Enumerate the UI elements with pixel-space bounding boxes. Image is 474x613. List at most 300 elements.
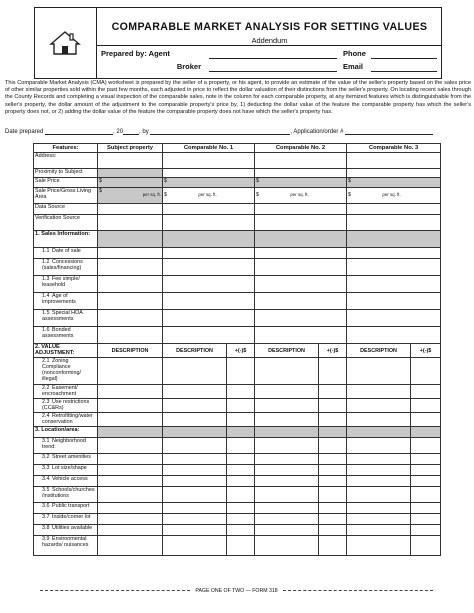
house-icon xyxy=(49,30,81,56)
adjustment-cell[interactable] xyxy=(227,525,255,536)
adjustment-cell[interactable] xyxy=(255,454,319,465)
adjustment-cell[interactable] xyxy=(411,514,441,525)
subject-sale-price[interactable] xyxy=(98,178,163,188)
adjustment-cell[interactable] xyxy=(163,465,227,476)
row-address xyxy=(34,153,441,169)
comp1-value[interactable] xyxy=(163,248,255,259)
intro-text: This Comparable Market Analysis (CMA) worksheet is prepared by the seller of a property, or his agent, to provide an estimate of the value of the seller's property based on the sales price of other similar properties sold within the past few months, each adjusted in price to reflect the dollar valuation of their distinctions from the seller's property. On locating recent sales through the County Records and completing a visual inspection of the comparable sales, note in the column for each comparable property, at any itemized features which is distinguishable from the seller's property, the dollar amount of the adjustment to the comparable property's price by, 1) deducting the dollar value of the feature the comparable property has which the seller's property does not, or 2) adding the dollar value of the feature the comparable property does not have which the seller's property has. xyxy=(5,80,471,115)
adjustment-cell[interactable] xyxy=(255,514,319,525)
section3-item-row xyxy=(34,503,441,514)
item-number: 1.1 xyxy=(42,248,50,254)
item-label: Fee simple/ leasehold xyxy=(42,276,80,288)
dollar-sign: $ xyxy=(164,178,167,184)
comp2-value[interactable] xyxy=(255,293,347,310)
adjustment-cell[interactable] xyxy=(98,514,163,525)
adjustment-cell[interactable] xyxy=(227,503,255,514)
label-address-text: Address: xyxy=(35,153,57,159)
adjustment-cell[interactable] xyxy=(347,465,411,476)
adjustment-cell[interactable] xyxy=(255,399,319,413)
adjustment-cell[interactable] xyxy=(319,465,347,476)
label-verification-source-text: Verification Source xyxy=(35,215,80,221)
section2-item-row xyxy=(34,358,441,385)
dollar-sign: $ xyxy=(256,192,259,198)
section3-title xyxy=(34,427,98,438)
adjustment-cell[interactable] xyxy=(227,413,255,427)
comp2-shaded xyxy=(255,231,347,248)
application-field[interactable] xyxy=(345,128,433,135)
section2-col-header xyxy=(319,344,347,358)
comp1-verification-source[interactable] xyxy=(163,215,255,231)
adjustment-cell[interactable] xyxy=(411,399,441,413)
adjustment-cell[interactable] xyxy=(411,438,441,454)
adjustment-cell[interactable] xyxy=(319,536,347,556)
section1-item-label xyxy=(34,259,98,276)
comp-shaded xyxy=(347,427,411,438)
section2-col-header-text: DESCRIPTION xyxy=(176,347,213,354)
label-price-per-area-text: Sale Price/Gross Living Area xyxy=(35,188,92,200)
item-label: Schools/churches /institutions xyxy=(42,487,95,499)
row-data-source xyxy=(34,204,441,215)
comp3-data-source[interactable] xyxy=(347,204,441,215)
item-label: Zoning Compliance (nonconforming/ illegal) xyxy=(42,358,81,382)
adjustment-cell[interactable] xyxy=(347,503,411,514)
item-label: Vehicle access xyxy=(52,476,88,482)
item-number: 1.4 xyxy=(42,293,50,299)
adjustment-cell[interactable] xyxy=(411,358,441,385)
comp3-sale-price[interactable] xyxy=(347,178,441,188)
adjustment-cell[interactable] xyxy=(98,454,163,465)
subject-address[interactable] xyxy=(98,153,163,169)
adjustment-cell[interactable] xyxy=(98,438,163,454)
item-number: 3.2 xyxy=(42,454,50,460)
comp3-value[interactable] xyxy=(347,293,441,310)
section2-header-row xyxy=(34,344,441,358)
form-subtitle: Addendum xyxy=(251,36,288,45)
adjustment-cell[interactable] xyxy=(347,385,411,399)
comp2-verification-source[interactable] xyxy=(255,215,347,231)
adjustment-cell[interactable] xyxy=(227,438,255,454)
by-label: , by xyxy=(139,129,149,135)
adjustment-cell[interactable] xyxy=(163,487,227,503)
phone-field[interactable] xyxy=(371,49,437,59)
section3-item-row xyxy=(34,525,441,536)
comp2-value[interactable] xyxy=(255,259,347,276)
adjustment-cell[interactable] xyxy=(98,503,163,514)
item-label: Easement/ encroachment xyxy=(42,385,78,397)
page-footer xyxy=(33,588,440,594)
comp1-value[interactable] xyxy=(163,276,255,293)
subject-value[interactable] xyxy=(98,327,163,344)
section1-item-row xyxy=(34,248,441,259)
header-comp2-text: Comparable No. 2 xyxy=(275,145,326,151)
broker-row xyxy=(97,62,442,75)
row-proximity xyxy=(34,169,441,178)
adjustment-cell[interactable] xyxy=(347,476,411,487)
adjustment-cell[interactable] xyxy=(319,358,347,385)
item-number: 1.5 xyxy=(42,310,50,316)
adjustment-cell[interactable] xyxy=(319,525,347,536)
adjustment-cell[interactable] xyxy=(163,476,227,487)
adjustment-cell[interactable] xyxy=(319,487,347,503)
item-label: Age of improvements xyxy=(42,293,76,305)
prepared-by-field[interactable] xyxy=(150,128,290,135)
section3-item-label xyxy=(34,476,98,487)
item-number: 1.3 xyxy=(42,276,50,282)
section3-title-row xyxy=(34,427,441,438)
comp3-value[interactable] xyxy=(347,259,441,276)
adjustment-cell[interactable] xyxy=(411,385,441,399)
comp3-proximity[interactable] xyxy=(347,169,441,178)
section3-item-label xyxy=(34,454,98,465)
comp1-proximity[interactable] xyxy=(163,169,255,178)
subject-data-source[interactable] xyxy=(98,204,163,215)
adjustment-cell[interactable] xyxy=(255,358,319,385)
adjustment-cell[interactable] xyxy=(98,385,163,399)
section2-item-row xyxy=(34,399,441,413)
adjustment-cell[interactable] xyxy=(411,476,441,487)
adjustment-cell[interactable] xyxy=(319,454,347,465)
section1-item-label xyxy=(34,276,98,293)
label-address xyxy=(34,153,98,169)
comp1-value[interactable] xyxy=(163,310,255,327)
header-comp1 xyxy=(163,144,255,153)
comp3-address[interactable] xyxy=(347,153,441,169)
section1-title xyxy=(34,231,98,248)
adjustment-cell[interactable] xyxy=(255,438,319,454)
comp-shaded xyxy=(255,427,319,438)
comp3-value[interactable] xyxy=(347,248,441,259)
comp3-value[interactable] xyxy=(347,310,441,327)
adjustment-cell[interactable] xyxy=(347,525,411,536)
label-proximity-text: Proximity to Subject xyxy=(35,169,83,175)
item-number: 3.1 xyxy=(42,438,50,444)
section2-col-header xyxy=(227,344,255,358)
comp3-value[interactable] xyxy=(347,327,441,344)
adjustment-cell[interactable] xyxy=(98,476,163,487)
item-label: Concessions (sales/financing) xyxy=(42,259,83,271)
comp2-sale-price[interactable] xyxy=(255,178,347,188)
section2-col-header xyxy=(411,344,441,358)
item-number: 1.6 xyxy=(42,327,50,333)
item-label: Street amenities xyxy=(52,454,91,460)
item-label: Special HOA assessments xyxy=(42,310,83,322)
comp2-value[interactable] xyxy=(255,327,347,344)
per-sqft-label: per sq. ft. xyxy=(142,192,161,197)
section2-item-label xyxy=(34,385,98,399)
title-bar xyxy=(97,8,442,46)
comp3-price-per-area[interactable] xyxy=(347,188,441,204)
adjustment-cell[interactable] xyxy=(227,514,255,525)
section2-title xyxy=(34,344,98,358)
logo-box xyxy=(35,8,97,78)
section1-item-label xyxy=(34,310,98,327)
section3-item-row xyxy=(34,487,441,503)
section1-item-label xyxy=(34,327,98,344)
form-title: COMPARABLE MARKET ANALYSIS FOR SETTING VALUES xyxy=(111,21,428,33)
adjustment-cell[interactable] xyxy=(98,358,163,385)
comp1-address[interactable] xyxy=(163,153,255,169)
comp-shaded xyxy=(319,427,347,438)
dollar-sign: $ xyxy=(164,192,167,198)
section1-item-label xyxy=(34,293,98,310)
adjustment-cell[interactable] xyxy=(255,487,319,503)
row-verification-source xyxy=(34,215,441,231)
item-number: 2.1 xyxy=(42,358,50,364)
comp1-value[interactable] xyxy=(163,259,255,276)
adjustment-cell[interactable] xyxy=(319,399,347,413)
item-number: 2.4 xyxy=(42,413,50,419)
adjustment-cell[interactable] xyxy=(319,503,347,514)
comp1-data-source[interactable] xyxy=(163,204,255,215)
item-number: 3.9 xyxy=(42,536,50,542)
adjustment-cell[interactable] xyxy=(411,413,441,427)
adjustment-cell[interactable] xyxy=(411,536,441,556)
dollar-sign: $ xyxy=(348,192,351,198)
section3-item-row xyxy=(34,438,441,454)
section2-col-header xyxy=(255,344,319,358)
section2-item-row xyxy=(34,413,441,427)
adjustment-cell[interactable] xyxy=(163,438,227,454)
adjustment-cell[interactable] xyxy=(255,476,319,487)
label-sale-price xyxy=(34,178,98,188)
per-sqft-label: per sq. ft. xyxy=(290,192,309,197)
adjustment-cell[interactable] xyxy=(255,413,319,427)
email-label: Email xyxy=(343,62,364,71)
subject-shaded xyxy=(98,231,163,248)
agent-row xyxy=(97,49,442,62)
adjustment-cell[interactable] xyxy=(255,465,319,476)
adjustment-cell[interactable] xyxy=(227,476,255,487)
header-comp3-text: Comparable No. 3 xyxy=(368,145,419,151)
adjustment-cell[interactable] xyxy=(163,385,227,399)
adjustment-cell[interactable] xyxy=(163,358,227,385)
adjustment-cell[interactable] xyxy=(347,454,411,465)
subject-shaded xyxy=(98,427,163,438)
comp1-value[interactable] xyxy=(163,327,255,344)
adjustment-cell[interactable] xyxy=(98,525,163,536)
item-label: Utilities available xyxy=(52,525,93,531)
section3-item-label xyxy=(34,438,98,454)
subject-value[interactable] xyxy=(98,276,163,293)
adjustment-cell[interactable] xyxy=(98,465,163,476)
adjustment-cell[interactable] xyxy=(319,413,347,427)
adjustment-cell[interactable] xyxy=(347,514,411,525)
header-subject xyxy=(98,144,163,153)
adjustment-cell[interactable] xyxy=(163,503,227,514)
section2-item-label xyxy=(34,399,98,413)
comp2-data-source[interactable] xyxy=(255,204,347,215)
comp2-proximity[interactable] xyxy=(255,169,347,178)
item-label: Lot size/shape xyxy=(52,465,87,471)
adjustment-cell[interactable] xyxy=(98,536,163,556)
row-sale-price xyxy=(34,178,441,188)
section2-title-text: 2. VALUE ADJUSTMENT: xyxy=(35,344,75,356)
adjustment-cell[interactable] xyxy=(319,438,347,454)
item-number: 3.7 xyxy=(42,514,50,520)
header-subject-text: Subject property xyxy=(106,145,154,151)
comp2-value[interactable] xyxy=(255,276,347,293)
item-number: 3.4 xyxy=(42,476,50,482)
item-label: Bonded assessments xyxy=(42,327,74,339)
contact-fields xyxy=(97,46,442,78)
adjustment-cell[interactable] xyxy=(411,465,441,476)
adjustment-cell[interactable] xyxy=(98,413,163,427)
item-number: 3.5 xyxy=(42,487,50,493)
dollar-sign: $ xyxy=(348,178,351,184)
comp1-value[interactable] xyxy=(163,293,255,310)
table-header-row xyxy=(34,144,441,153)
section3-title-text: 3. Location/area: xyxy=(35,427,80,433)
header-comp2 xyxy=(255,144,347,153)
adjustment-cell[interactable] xyxy=(98,399,163,413)
adjustment-cell[interactable] xyxy=(255,503,319,514)
adjustment-cell[interactable] xyxy=(98,487,163,503)
section2-col-header-text: +(-)$ xyxy=(234,347,247,354)
section2-col-header-text: DESCRIPTION xyxy=(268,347,305,354)
section3-item-label xyxy=(34,525,98,536)
comp3-shaded xyxy=(347,231,441,248)
adjustment-cell[interactable] xyxy=(227,358,255,385)
adjustment-cell[interactable] xyxy=(347,413,411,427)
adjustment-cell[interactable] xyxy=(227,536,255,556)
section3-item-label xyxy=(34,503,98,514)
adjustment-cell[interactable] xyxy=(163,536,227,556)
dollar-sign: $ xyxy=(99,178,102,184)
header-features xyxy=(34,144,98,153)
adjustment-cell[interactable] xyxy=(347,487,411,503)
adjustment-cell[interactable] xyxy=(163,454,227,465)
footer-dash-right xyxy=(283,590,433,591)
label-sale-price-text: Sale Price xyxy=(35,178,60,184)
adjustment-cell[interactable] xyxy=(227,487,255,503)
label-proximity xyxy=(34,169,98,178)
adjustment-cell[interactable] xyxy=(411,525,441,536)
section2-item-label xyxy=(34,358,98,385)
row-price-per-area xyxy=(34,188,441,204)
section1-item-row xyxy=(34,259,441,276)
section1-title-row xyxy=(34,231,441,248)
label-verification-source xyxy=(34,215,98,231)
section1-item-row xyxy=(34,293,441,310)
adjustment-cell[interactable] xyxy=(411,503,441,514)
section3-item-row xyxy=(34,454,441,465)
adjustment-cell[interactable] xyxy=(347,536,411,556)
broker-label: Broker xyxy=(176,62,201,71)
date-prepared-label: Date prepared xyxy=(5,129,44,135)
item-number: 1.2 xyxy=(42,259,50,265)
header-comp3 xyxy=(347,144,441,153)
footer-dash-left xyxy=(40,590,190,591)
section1-item-label xyxy=(34,248,98,259)
item-label: Date of sale xyxy=(52,248,81,254)
comp1-sale-price[interactable] xyxy=(163,178,255,188)
comp2-price-per-area[interactable] xyxy=(255,188,347,204)
adjustment-cell[interactable] xyxy=(227,385,255,399)
agent-field[interactable] xyxy=(209,49,337,59)
per-sqft-label: per sq. ft. xyxy=(382,192,401,197)
dollar-sign: $ xyxy=(256,178,259,184)
item-label: Environmental hazards/ nuisances xyxy=(42,536,89,548)
section2-col-header xyxy=(98,344,163,358)
section3-item-label xyxy=(34,536,98,556)
subject-value[interactable] xyxy=(98,293,163,310)
comp3-verification-source[interactable] xyxy=(347,215,441,231)
label-data-source-text: Data Source xyxy=(35,204,65,210)
per-sqft-label: per sq. ft. xyxy=(198,192,217,197)
item-number: 2.2 xyxy=(42,385,50,391)
adjustment-cell[interactable] xyxy=(227,399,255,413)
adjustment-cell[interactable] xyxy=(319,476,347,487)
adjustment-cell[interactable] xyxy=(347,438,411,454)
section2-col-header-text: +(-)$ xyxy=(326,347,339,354)
item-number: 3.8 xyxy=(42,525,50,531)
adjustment-cell[interactable] xyxy=(163,525,227,536)
subject-value[interactable] xyxy=(98,248,163,259)
label-data-source xyxy=(34,204,98,215)
adjustment-cell[interactable] xyxy=(319,385,347,399)
broker-field[interactable] xyxy=(209,62,337,72)
adjustment-cell[interactable] xyxy=(255,385,319,399)
item-number: 3.3 xyxy=(42,465,50,471)
section3-item-label xyxy=(34,465,98,476)
adjustment-cell[interactable] xyxy=(227,454,255,465)
item-label: Inside/corner lot xyxy=(52,514,91,520)
section2-item-label xyxy=(34,413,98,427)
adjustment-cell[interactable] xyxy=(227,465,255,476)
date-prepared-line xyxy=(5,128,471,135)
adjustment-cell[interactable] xyxy=(347,358,411,385)
comp-shaded xyxy=(411,427,441,438)
adjustment-cell[interactable] xyxy=(163,399,227,413)
header-comp1-text: Comparable No. 1 xyxy=(183,145,234,151)
adjustment-cell[interactable] xyxy=(163,514,227,525)
subject-value[interactable] xyxy=(98,310,163,327)
adjustment-cell[interactable] xyxy=(255,525,319,536)
email-field[interactable] xyxy=(371,62,437,72)
section2-col-header-text: DESCRIPTION xyxy=(111,347,149,354)
adjustment-cell[interactable] xyxy=(163,413,227,427)
item-number: 3.6 xyxy=(42,503,50,509)
adjustment-cell[interactable] xyxy=(347,399,411,413)
comp1-price-per-area[interactable] xyxy=(163,188,255,204)
year-field[interactable] xyxy=(123,128,139,135)
item-label: Use restrictions (CC&Rs) xyxy=(42,399,90,411)
adjustment-cell[interactable] xyxy=(411,487,441,503)
phone-label: Phone xyxy=(343,49,366,58)
comp2-value[interactable] xyxy=(255,248,347,259)
adjustment-cell[interactable] xyxy=(255,536,319,556)
section2-col-header xyxy=(163,344,227,358)
subject-value[interactable] xyxy=(98,259,163,276)
comp2-address[interactable] xyxy=(255,153,347,169)
section3-item-label xyxy=(34,487,98,503)
comp3-value[interactable] xyxy=(347,276,441,293)
subject-verification-source[interactable] xyxy=(98,215,163,231)
footer-text: PAGE ONE OF TWO — FORM 318 xyxy=(195,588,278,594)
header-features-text: Features: xyxy=(52,145,79,151)
subject-price-per-area[interactable] xyxy=(98,188,163,204)
section1-title-text: 1. Sales Information: xyxy=(35,231,91,237)
comp2-value[interactable] xyxy=(255,310,347,327)
adjustment-cell[interactable] xyxy=(411,454,441,465)
label-price-per-area xyxy=(34,188,98,204)
subject-proximity[interactable] xyxy=(98,169,163,178)
section2-item-row xyxy=(34,385,441,399)
date-field[interactable] xyxy=(45,128,113,135)
cma-table xyxy=(33,143,441,556)
adjustment-cell[interactable] xyxy=(319,514,347,525)
section3-item-row xyxy=(34,465,441,476)
